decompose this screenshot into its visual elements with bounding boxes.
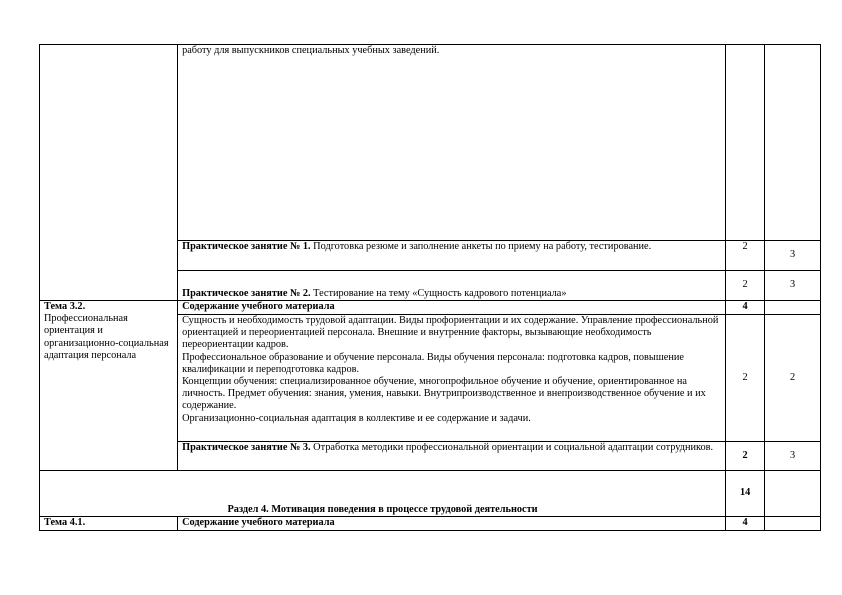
topic-3-2-name: Профессиональная ориентация и организационно-социальная адаптация персонала — [44, 313, 169, 361]
topic-4-1-level-empty — [765, 517, 821, 531]
practical-1-level: 3 — [765, 241, 821, 271]
empty-topic-cell — [40, 45, 178, 301]
practical-1-label: Практическое занятие № 1. — [182, 241, 311, 252]
content-paragraph: Организационно-социальная адаптация в коллективе и ее содержание и задачи. — [182, 412, 531, 424]
practical-2-hours: 2 — [726, 271, 765, 301]
topic-3-2-content — [178, 315, 726, 442]
practical-2-text: Тестирование на тему «Сущность кадрового потенциала» — [310, 287, 567, 299]
section-4-title: Раздел 4. Мотивация поведения в процессе трудовой деятельности — [40, 471, 726, 517]
content-cell — [178, 45, 726, 241]
topic-3-2-title: Тема 3.2. — [44, 301, 86, 312]
curriculum-table — [39, 44, 821, 531]
topic-3-2-hours: 2 — [726, 315, 765, 442]
practical-2-cell — [178, 271, 726, 301]
practical-1-text: Подготовка резюме и заполнение анкеты по приему на работу, тестирование. — [310, 241, 652, 252]
content-text: работу для выпускников специальных учебных заведений. — [182, 45, 440, 56]
table-row — [40, 471, 821, 517]
section-4-hours: 14 — [726, 471, 765, 517]
topic-3-2-level: 2 — [765, 315, 821, 442]
table-row — [40, 517, 821, 531]
topic-4-1-title: Тема 4.1. — [40, 517, 178, 531]
practical-3-label: Практическое занятие № 3. — [182, 442, 311, 453]
content-paragraph: Концепции обучения: специализированное обучение, многопрофильное обучение и обучение, ориентированное на личность. Предмет обучения: знания, умения, навыки. Внутрипроизводственное и внепроизводственное обучение и их содержание. — [182, 376, 706, 412]
practical-1-hours: 2 — [726, 241, 765, 271]
topic-4-1-header: Содержание учебного материала — [178, 517, 726, 531]
level-cell — [765, 45, 821, 241]
practical-2-level: 3 — [765, 271, 821, 301]
practical-3-text: Отработка методики профессиональной ориентации и социальной адаптации сотрудников. — [310, 442, 714, 453]
practical-3-cell — [178, 442, 726, 471]
table-row — [40, 301, 821, 315]
topic-3-2-header: Содержание учебного материала — [178, 301, 726, 315]
topic-4-1-hours: 4 — [726, 517, 765, 531]
topic-3-2-hours-total: 4 — [726, 301, 765, 315]
topic-3-2-level-empty — [765, 301, 821, 315]
section-4-level-empty — [765, 471, 821, 517]
table-row — [40, 45, 821, 241]
content-paragraph: Профессиональное образование и обучение персонала. Виды обучения персонала: подготовка кадров, повышение квалификации и переподготовка кадров. — [182, 351, 684, 375]
practical-3-hours: 2 — [726, 442, 765, 471]
hours-cell — [726, 45, 765, 241]
content-paragraph: Сущность и необходимость трудовой адаптации. Виды профориентации и их содержание. Управление профессиональной ориентацией и переориентацией персонала. Внешние и внутренние факторы, вызывающие необходимость переориентации кадров. — [182, 315, 719, 351]
practical-2-label: Практическое занятие № 2. — [182, 287, 311, 299]
practical-1-cell — [178, 241, 726, 271]
practical-3-level: 3 — [765, 442, 821, 471]
topic-3-2-cell — [40, 301, 178, 471]
